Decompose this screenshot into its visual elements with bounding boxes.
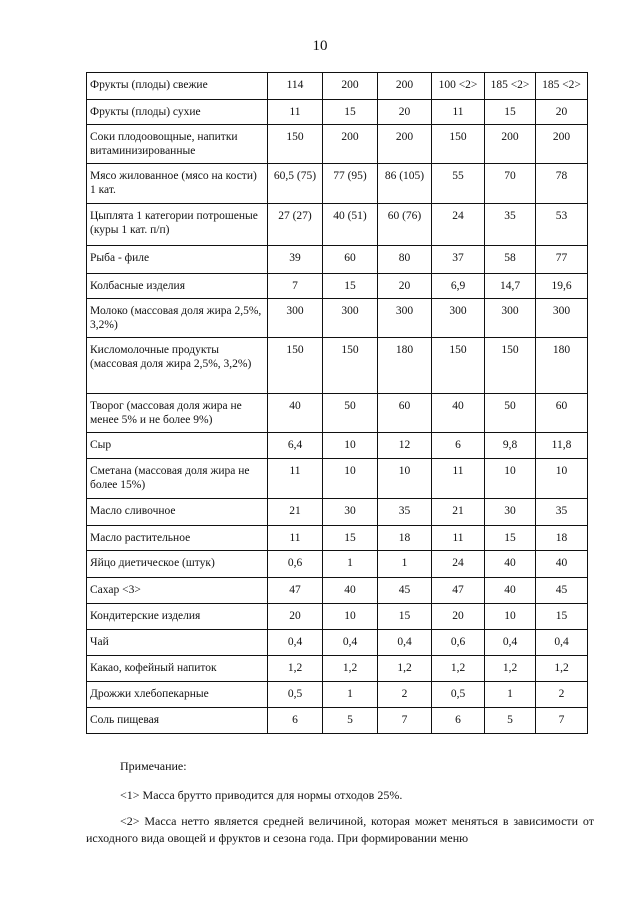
value-cell: 150	[323, 338, 378, 394]
value-cell: 21	[432, 499, 485, 526]
value-cell: 7	[378, 708, 432, 734]
value-cell: 10	[323, 459, 378, 499]
value-cell: 11	[432, 459, 485, 499]
value-cell: 1	[485, 682, 536, 708]
table-row	[87, 204, 588, 246]
value-cell: 0,4	[323, 630, 378, 656]
product-name-cell: Яйцо диетическое (штук)	[87, 551, 268, 578]
value-cell: 40	[268, 394, 323, 433]
value-cell: 150	[268, 338, 323, 394]
value-cell: 21	[268, 499, 323, 526]
value-cell: 40	[536, 551, 588, 578]
value-cell: 14,7	[485, 274, 536, 299]
value-cell: 6,4	[268, 433, 323, 459]
value-cell: 11	[268, 526, 323, 551]
value-cell: 40	[485, 551, 536, 578]
value-cell: 0,4	[268, 630, 323, 656]
value-cell: 20	[378, 100, 432, 125]
value-cell: 77 (95)	[323, 164, 378, 204]
value-cell: 50	[323, 394, 378, 433]
table-row	[87, 125, 588, 164]
value-cell: 185 <2>	[485, 73, 536, 100]
product-name-cell: Творог (массовая доля жира не менее 5% и не более 9%)	[87, 394, 268, 433]
product-name-cell: Сметана (массовая доля жира не более 15%)	[87, 459, 268, 499]
value-cell: 10	[323, 604, 378, 630]
value-cell: 300	[432, 299, 485, 338]
table-row	[87, 656, 588, 682]
value-cell: 40	[323, 578, 378, 604]
product-name-cell: Рыба - филе	[87, 246, 268, 274]
table-row	[87, 499, 588, 526]
product-name-cell: Кондитерские изделия	[87, 604, 268, 630]
value-cell: 24	[432, 551, 485, 578]
table-row	[87, 299, 588, 338]
value-cell: 70	[485, 164, 536, 204]
value-cell: 114	[268, 73, 323, 100]
table-row	[87, 682, 588, 708]
value-cell: 185 <2>	[536, 73, 588, 100]
value-cell: 100 <2>	[432, 73, 485, 100]
product-name-cell: Масло сливочное	[87, 499, 268, 526]
value-cell: 1,2	[268, 656, 323, 682]
value-cell: 10	[378, 459, 432, 499]
value-cell: 2	[536, 682, 588, 708]
value-cell: 35	[485, 204, 536, 246]
value-cell: 300	[485, 299, 536, 338]
value-cell: 6	[432, 433, 485, 459]
table-body	[87, 73, 588, 734]
value-cell: 40 (51)	[323, 204, 378, 246]
product-name-cell: Соль пищевая	[87, 708, 268, 734]
value-cell: 15	[323, 100, 378, 125]
notes-section	[86, 758, 594, 847]
value-cell: 0,4	[485, 630, 536, 656]
value-cell: 200	[378, 125, 432, 164]
value-cell: 12	[378, 433, 432, 459]
value-cell: 1,2	[378, 656, 432, 682]
value-cell: 53	[536, 204, 588, 246]
table-row	[87, 246, 588, 274]
table-row	[87, 394, 588, 433]
value-cell: 7	[268, 274, 323, 299]
note-1: <1> Масса брутто приводится для нормы отходов 25%.	[120, 788, 403, 802]
value-cell: 30	[485, 499, 536, 526]
product-name-cell: Фрукты (плоды) сухие	[87, 100, 268, 125]
value-cell: 300	[536, 299, 588, 338]
value-cell: 11	[432, 526, 485, 551]
value-cell: 45	[536, 578, 588, 604]
value-cell: 10	[485, 459, 536, 499]
value-cell: 18	[378, 526, 432, 551]
table-row	[87, 459, 588, 499]
value-cell: 15	[536, 604, 588, 630]
value-cell: 1,2	[432, 656, 485, 682]
value-cell: 1,2	[536, 656, 588, 682]
value-cell: 39	[268, 246, 323, 274]
value-cell: 15	[323, 526, 378, 551]
value-cell: 20	[536, 100, 588, 125]
value-cell: 1,2	[323, 656, 378, 682]
value-cell: 11,8	[536, 433, 588, 459]
value-cell: 60	[378, 394, 432, 433]
value-cell: 180	[536, 338, 588, 394]
value-cell: 11	[268, 100, 323, 125]
value-cell: 0,6	[432, 630, 485, 656]
table-row	[87, 433, 588, 459]
value-cell: 20	[268, 604, 323, 630]
product-name-cell: Дрожжи хлебопекарные	[87, 682, 268, 708]
value-cell: 300	[268, 299, 323, 338]
value-cell: 15	[485, 100, 536, 125]
product-name-cell: Чай	[87, 630, 268, 656]
value-cell: 0,4	[536, 630, 588, 656]
value-cell: 35	[378, 499, 432, 526]
value-cell: 55	[432, 164, 485, 204]
value-cell: 60	[323, 246, 378, 274]
table-row	[87, 338, 588, 394]
value-cell: 180	[378, 338, 432, 394]
product-name-cell: Цыплята 1 категории потрошеные (куры 1 кат. п/п)	[87, 204, 268, 246]
value-cell: 10	[485, 604, 536, 630]
value-cell: 200	[536, 125, 588, 164]
value-cell: 30	[323, 499, 378, 526]
value-cell: 5	[323, 708, 378, 734]
table-row	[87, 604, 588, 630]
value-cell: 5	[485, 708, 536, 734]
value-cell: 150	[485, 338, 536, 394]
value-cell: 0,6	[268, 551, 323, 578]
food-norms-table	[86, 72, 588, 734]
product-name-cell: Сахар <3>	[87, 578, 268, 604]
value-cell: 80	[378, 246, 432, 274]
value-cell: 1,2	[485, 656, 536, 682]
value-cell: 200	[485, 125, 536, 164]
table-row	[87, 274, 588, 299]
value-cell: 1	[323, 682, 378, 708]
value-cell: 300	[378, 299, 432, 338]
value-cell: 6	[268, 708, 323, 734]
product-name-cell: Молоко (массовая доля жира 2,5%, 3,2%)	[87, 299, 268, 338]
product-name-cell: Фрукты (плоды) свежие	[87, 73, 268, 100]
value-cell: 18	[536, 526, 588, 551]
value-cell: 0,5	[268, 682, 323, 708]
value-cell: 35	[536, 499, 588, 526]
value-cell: 11	[268, 459, 323, 499]
table-row	[87, 551, 588, 578]
value-cell: 6	[432, 708, 485, 734]
table-row	[87, 73, 588, 100]
product-name-cell: Какао, кофейный напиток	[87, 656, 268, 682]
table-row	[87, 630, 588, 656]
value-cell: 11	[432, 100, 485, 125]
value-cell: 77	[536, 246, 588, 274]
value-cell: 60,5 (75)	[268, 164, 323, 204]
table-row	[87, 100, 588, 125]
value-cell: 10	[323, 433, 378, 459]
value-cell: 200	[323, 125, 378, 164]
product-name-cell: Соки плодоовощные, напитки витаминизированные	[87, 125, 268, 164]
product-name-cell: Масло растительное	[87, 526, 268, 551]
value-cell: 50	[485, 394, 536, 433]
value-cell: 47	[268, 578, 323, 604]
value-cell: 20	[378, 274, 432, 299]
page-number: 10	[312, 38, 328, 54]
value-cell: 200	[378, 73, 432, 100]
value-cell: 6,9	[432, 274, 485, 299]
value-cell: 150	[432, 338, 485, 394]
value-cell: 2	[378, 682, 432, 708]
note-2: <2> Масса нетто является средней величиной, которая может меняться в зависимости от исходного вида овощей и фруктов и сезона года. При формировании меню	[86, 814, 594, 845]
value-cell: 10	[536, 459, 588, 499]
value-cell: 19,6	[536, 274, 588, 299]
notes-title: Примечание:	[120, 759, 187, 773]
table-row	[87, 164, 588, 204]
value-cell: 300	[323, 299, 378, 338]
value-cell: 15	[485, 526, 536, 551]
value-cell: 47	[432, 578, 485, 604]
value-cell: 1	[323, 551, 378, 578]
value-cell: 20	[432, 604, 485, 630]
product-name-cell: Колбасные изделия	[87, 274, 268, 299]
value-cell: 27 (27)	[268, 204, 323, 246]
value-cell: 45	[378, 578, 432, 604]
value-cell: 37	[432, 246, 485, 274]
value-cell: 15	[323, 274, 378, 299]
value-cell: 200	[323, 73, 378, 100]
value-cell: 60 (76)	[378, 204, 432, 246]
value-cell: 15	[378, 604, 432, 630]
product-name-cell: Сыр	[87, 433, 268, 459]
value-cell: 60	[536, 394, 588, 433]
value-cell: 7	[536, 708, 588, 734]
value-cell: 0,5	[432, 682, 485, 708]
value-cell: 9,8	[485, 433, 536, 459]
value-cell: 40	[432, 394, 485, 433]
product-name-cell: Мясо жилованное (мясо на кости) 1 кат.	[87, 164, 268, 204]
table-row	[87, 526, 588, 551]
value-cell: 58	[485, 246, 536, 274]
value-cell: 1	[378, 551, 432, 578]
table-row	[87, 578, 588, 604]
value-cell: 86 (105)	[378, 164, 432, 204]
value-cell: 0,4	[378, 630, 432, 656]
value-cell: 40	[485, 578, 536, 604]
table-row	[87, 708, 588, 734]
value-cell: 150	[432, 125, 485, 164]
value-cell: 24	[432, 204, 485, 246]
value-cell: 150	[268, 125, 323, 164]
product-name-cell: Кисломолочные продукты (массовая доля жира 2,5%, 3,2%)	[87, 338, 268, 394]
value-cell: 78	[536, 164, 588, 204]
